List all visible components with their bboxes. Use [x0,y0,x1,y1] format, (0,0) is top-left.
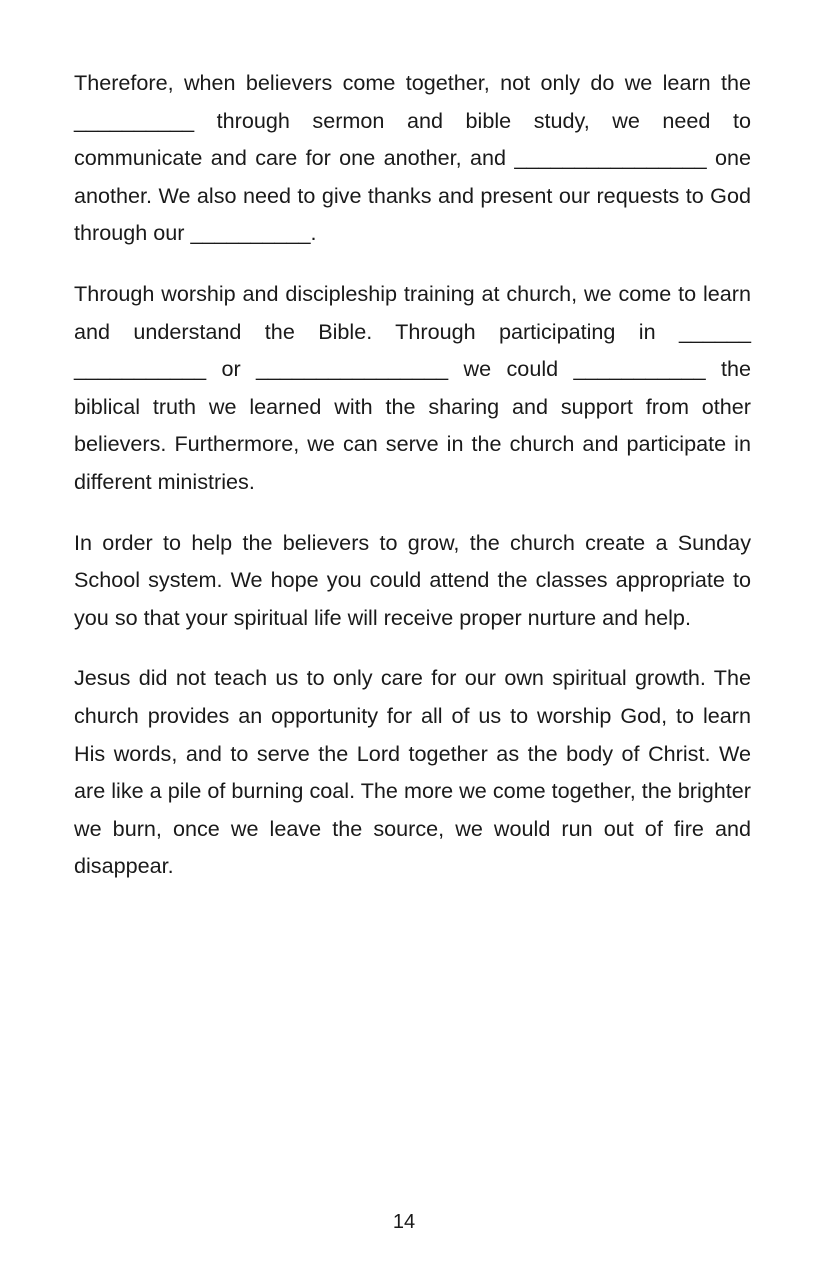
paragraph-2: Through worship and discipleship training at church, we come to learn and understand the Bible. Through participating in ______ ___________ or ________________ we could ___________ the biblical truth we learned with the sharing and support from other believers. Furthermore, we can serve in the church and participate in different ministries. [74,280,751,494]
page-number: 14 [392,1211,416,1233]
page-body [74,64,751,908]
paragraph-4: Jesus did not teach us to only care for our own spiritual growth. The church provides an opportunity for all of us to worship God, to learn His words, and to serve the Lord together as the body of Christ. We are like a pile of burning coal. The more we come together, the brighter we burn, once we leave the source, we would run out of fire and disappear. [74,665,751,879]
paragraph-3: In order to help the believers to grow, the church create a Sunday School system. We hope you could attend the classes appropriate to you so that your spiritual life will receive proper nurture and help. [74,529,751,630]
paragraph-1: Therefore, when believers come together, not only do we learn the __________ through sermon and bible study, we need to communicate and care for one another, and ________________ one another. We also need to give thanks and present our requests to God through our __________. [74,70,751,246]
